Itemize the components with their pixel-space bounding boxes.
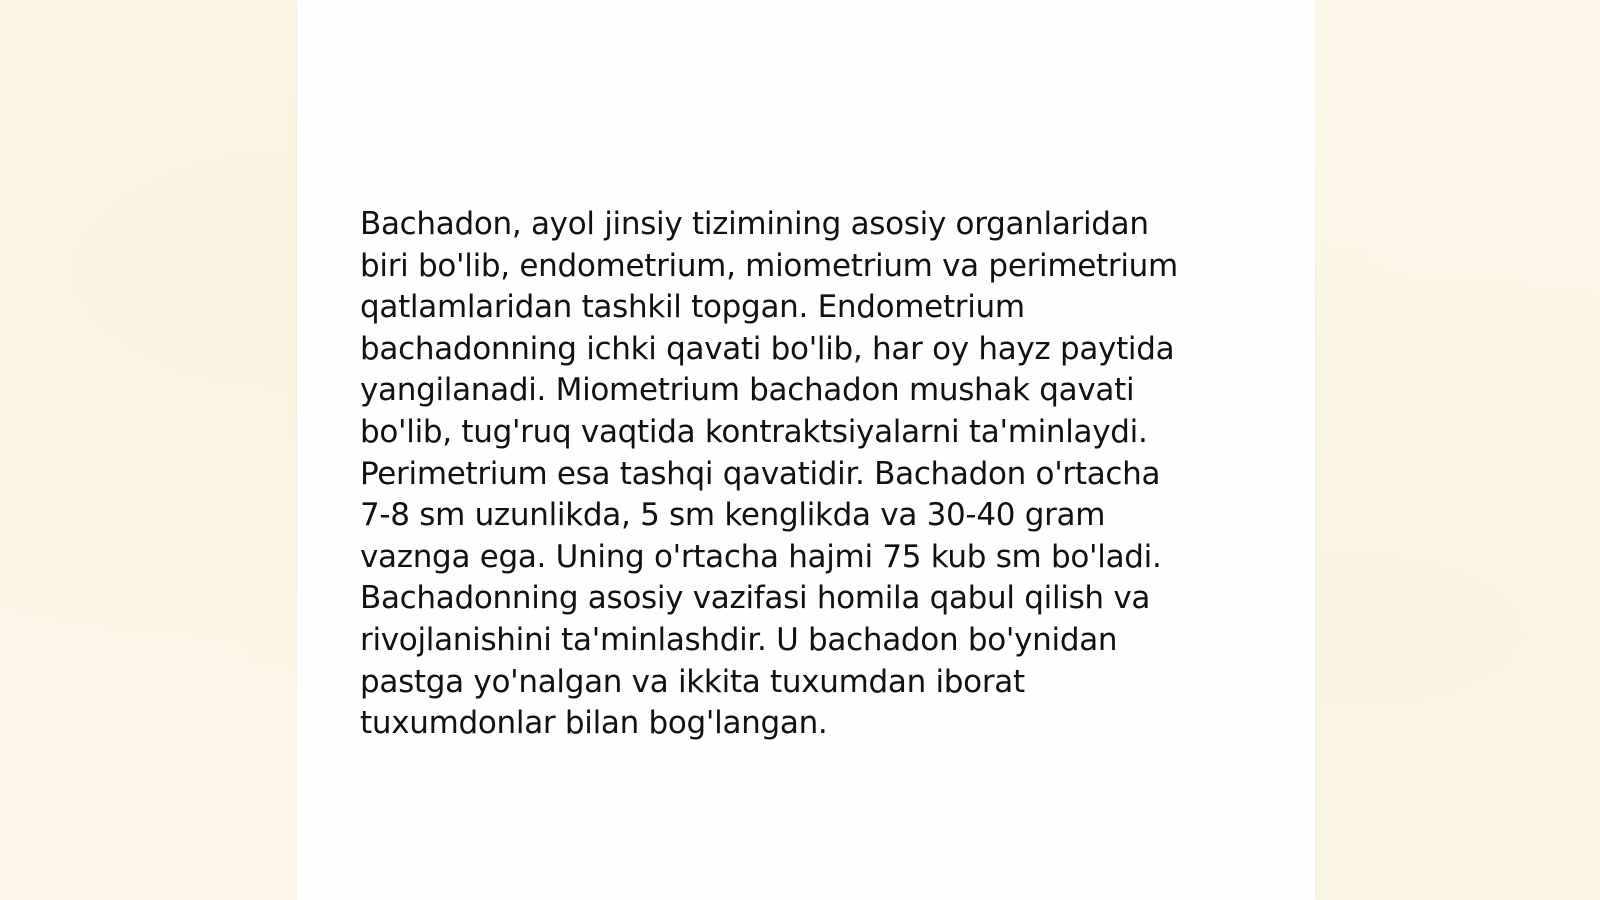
paragraph-line: qatlamlaridan tashkil topgan. Endometrium <box>360 289 1025 326</box>
body-paragraph <box>360 204 1260 745</box>
paragraph-line: Bachadon, ayol jinsiy tizimining asosiy organlaridan <box>360 206 1149 242</box>
paragraph-line: tuxumdonlar bilan bog'langan. <box>360 705 828 742</box>
paragraph-line: yangilanadi. Miometrium bachadon mushak qavati <box>360 372 1135 409</box>
paragraph-line: rivojlanishini ta'minlashdir. U bachadon bo'ynidan <box>360 621 1118 658</box>
paragraph-line: Perimetrium esa tashqi qavatidir. Bachadon o'rtacha <box>360 455 1161 492</box>
paragraph-line: biri bo'lib, endometrium, miometrium va perimetrium <box>360 247 1178 284</box>
paragraph-line: bo'lib, tug'ruq vaqtida kontraktsiyalarni ta'minlaydi. <box>360 413 1148 450</box>
paragraph-line: bachadonning ichki qavati bo'lib, har oy hayz paytida <box>360 330 1175 367</box>
paragraph-line: pastga yo'nalgan va ikkita tuxumdan iborat <box>360 663 1025 700</box>
paragraph-line: 7-8 sm uzunlikda, 5 sm kenglikda va 30-40 gram <box>360 497 1106 534</box>
paragraph-line: vaznga ega. Uning o'rtacha hajmi 75 kub sm bo'ladi. <box>360 538 1162 575</box>
paragraph-line: Bachadonning asosiy vazifasi homila qabul qilish va <box>360 580 1151 617</box>
